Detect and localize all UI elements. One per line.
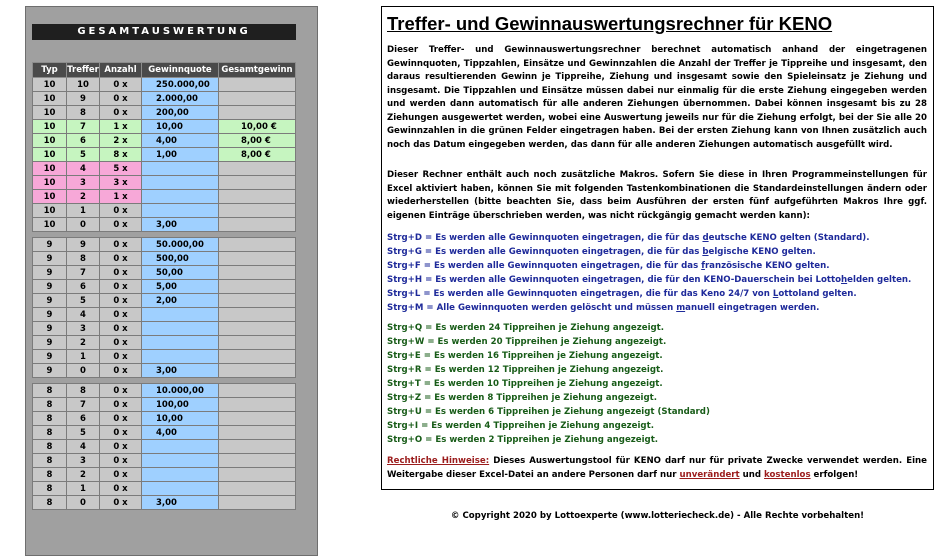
table-header-row — [33, 63, 296, 78]
shortcut-strg-r: Strg+R = Es werden 12 Tippreihen je Ziehung angezeigt. — [387, 365, 664, 375]
column-header-gesamtgewinn: Gesamtgewinn — [219, 63, 296, 78]
cell-treffer: 1 — [67, 204, 100, 218]
cell-typ: 10 — [33, 162, 67, 176]
cell-anzahl: 3 x — [100, 176, 142, 190]
table-row — [33, 412, 296, 426]
cell-treffer: 5 — [67, 148, 100, 162]
cell-treffer: 1 — [67, 350, 100, 364]
cell-gesamtgewinn — [219, 496, 296, 510]
cell-anzahl: 0 x — [100, 412, 142, 426]
macros-paragraph: Dieser Rechner enthält auch noch zusätzliche Makros. Sofern Sie diese in Ihren Programmeinstellungen für Excel aktiviert haben, können Sie mit folgenden Tastenkombinationen die Standardeinstellungen ändern oder wiederherstellen (bitte beachten Sie, dass beim Ausführen der ersten fünf aufgeführten Makros Ihre ggf. eigenen Einträge überschrieben werden, was nicht rückgängig gemacht werden kann): — [387, 170, 927, 221]
cell-treffer: 0 — [67, 218, 100, 232]
shortcut-strg-o: Strg+O = Es werden 2 Tippreihen je Ziehung angezeigt. — [387, 435, 659, 445]
cell-anzahl: 0 x — [100, 78, 142, 92]
shortcut-strg-z: Strg+Z = Es werden 8 Tippreihen je Ziehung angezeigt. — [387, 393, 657, 403]
shortcut-strg-h: Strg+H = Es werden alle Gewinnquoten eingetragen, die für den KENO-Dauerschein bei Lottohelden gelten. — [387, 275, 912, 285]
cell-gesamtgewinn: 10,00 € — [219, 120, 296, 134]
cell-anzahl: 1 x — [100, 120, 142, 134]
cell-anzahl: 0 x — [100, 364, 142, 378]
cell-treffer: 9 — [67, 92, 100, 106]
cell-typ: 9 — [33, 322, 67, 336]
cell-gesamtgewinn — [219, 440, 296, 454]
cell-typ: 10 — [33, 218, 67, 232]
cell-gesamtgewinn — [219, 280, 296, 294]
table-row — [33, 204, 296, 218]
table-row — [33, 190, 296, 204]
page-title: Treffer- und Gewinnauswertungsrechner für KENO — [387, 13, 833, 34]
results-table — [32, 62, 296, 510]
cell-anzahl: 0 x — [100, 218, 142, 232]
cell-anzahl: 0 x — [100, 454, 142, 468]
cell-anzahl: 0 x — [100, 266, 142, 280]
cell-typ: 10 — [33, 106, 67, 120]
shortcut-strg-d: Strg+D = Es werden alle Gewinnquoten eingetragen, die für das deutsche KENO gelten (Standard). — [387, 233, 870, 243]
cell-gewinnquote[interactable] — [142, 350, 219, 364]
cell-treffer: 3 — [67, 322, 100, 336]
table-row — [33, 294, 296, 308]
cell-typ: 8 — [33, 468, 67, 482]
table-row — [33, 92, 296, 106]
cell-anzahl: 0 x — [100, 384, 142, 398]
cell-treffer: 1 — [67, 482, 100, 496]
cell-anzahl: 0 x — [100, 294, 142, 308]
cell-gesamtgewinn — [219, 238, 296, 252]
shortcut-strg-w: Strg+W = Es werden 20 Tippreihen je Ziehung angezeigt. — [387, 337, 667, 347]
cell-anzahl: 0 x — [100, 308, 142, 322]
cell-gesamtgewinn — [219, 322, 296, 336]
shortcut-strg-e: Strg+E = Es werden 16 Tippreihen je Ziehung angezeigt. — [387, 351, 663, 361]
cell-typ: 8 — [33, 412, 67, 426]
cell-gewinnquote[interactable] — [142, 336, 219, 350]
cell-gewinnquote[interactable]: 4,00 — [142, 134, 219, 148]
cell-treffer: 2 — [67, 190, 100, 204]
table-row — [33, 336, 296, 350]
table-row — [33, 440, 296, 454]
cell-anzahl: 0 x — [100, 322, 142, 336]
table-row — [33, 134, 296, 148]
cell-typ: 8 — [33, 440, 67, 454]
cell-anzahl: 5 x — [100, 162, 142, 176]
table-row — [33, 384, 296, 398]
cell-anzahl: 0 x — [100, 440, 142, 454]
shortcut-strg-m: Strg+M = Alle Gewinnquoten werden gelöscht und müssen manuell eingetragen werden. — [387, 303, 820, 313]
cell-gesamtgewinn — [219, 176, 296, 190]
cell-anzahl: 0 x — [100, 204, 142, 218]
cell-typ: 9 — [33, 280, 67, 294]
cell-gesamtgewinn — [219, 162, 296, 176]
cell-gewinnquote[interactable]: 50.000,00 — [142, 238, 219, 252]
cell-typ: 8 — [33, 398, 67, 412]
cell-gewinnquote[interactable]: 2.000,00 — [142, 92, 219, 106]
cell-treffer: 8 — [67, 252, 100, 266]
table-row — [33, 162, 296, 176]
cell-anzahl: 0 x — [100, 496, 142, 510]
cell-gesamtgewinn — [219, 426, 296, 440]
cell-treffer: 3 — [67, 176, 100, 190]
cell-typ: 9 — [33, 308, 67, 322]
shortcut-strg-i: Strg+I = Es werden 4 Tippreihen je Ziehung angezeigt. — [387, 421, 654, 431]
cell-typ: 10 — [33, 120, 67, 134]
cell-gesamtgewinn: 8,00 € — [219, 148, 296, 162]
cell-anzahl: 0 x — [100, 350, 142, 364]
cell-gesamtgewinn — [219, 294, 296, 308]
cell-anzahl: 0 x — [100, 252, 142, 266]
shortcut-strg-l: Strg+L = Es werden alle Gewinnquoten eingetragen, die für das Keno 24/7 von Lottoland gelten. — [387, 289, 857, 299]
table-row — [33, 218, 296, 232]
table-row — [33, 350, 296, 364]
column-header-typ: Typ — [33, 63, 67, 78]
cell-gesamtgewinn — [219, 364, 296, 378]
cell-anzahl: 8 x — [100, 148, 142, 162]
shortcut-strg-g: Strg+G = Es werden alle Gewinnquoten eingetragen, die für das belgische KENO gelten. — [387, 247, 816, 257]
description-paragraph: Dieser Treffer- und Gewinnauswertungsrechner berechnet automatisch anhand der eingetragenen Gewinnquoten, Tippzahlen, Einsätze und Gewinnzahlen die Anzahl der Treffer je Tippreihe und insgesamt, den daraus resultierenden Gewinn je Tippreihe, Ziehung und insgesamt sowie den Spieleinsatz je Ziehung und insgesamt. Die Tippzahlen und Einsätze müssen dabei nur einmalig für die erste Ziehung eingegeben werden und werden dann automatisch für alle anderen Ziehungen übernommen. Dabei können insgesamt bis zu 28 Ziehungen ausgewertet werden, wobei eine Auswertung jeweils nur für die Ziehung erfolgt, bei der Sie alle 20 Gewinnzahlen in die grünen Felder eingetragen haben. Bei der ersten Ziehung kann von Ihnen zusätzlich auch noch das Datum eingegeben werden, das dann für alle anderen Ziehungen automatisch ausgefüllt wird. — [387, 45, 927, 150]
table-row — [33, 308, 296, 322]
shortcut-strg-f: Strg+F = Es werden alle Gewinnquoten eingetragen, die für das französische KENO gelten. — [387, 261, 830, 271]
cell-gewinnquote[interactable]: 500,00 — [142, 252, 219, 266]
cell-typ: 10 — [33, 134, 67, 148]
cell-typ: 9 — [33, 266, 67, 280]
cell-typ: 9 — [33, 294, 67, 308]
shortcut-strg-u: Strg+U = Es werden 6 Tippreihen je Ziehung angezeigt (Standard) — [387, 407, 710, 417]
legal-label: Rechtliche Hinweise: — [387, 456, 490, 466]
cell-typ: 8 — [33, 496, 67, 510]
cell-typ: 9 — [33, 364, 67, 378]
cell-treffer: 6 — [67, 134, 100, 148]
cell-gewinnquote[interactable]: 5,00 — [142, 280, 219, 294]
cell-typ: 8 — [33, 454, 67, 468]
table-body — [33, 78, 296, 510]
cell-gesamtgewinn — [219, 308, 296, 322]
cell-treffer: 3 — [67, 454, 100, 468]
copyright-notice: © Copyright 2020 by Lottoexperte (www.lotteriecheck.de) - Alle Rechte vorbehalten! — [450, 511, 865, 521]
cell-gewinnquote[interactable] — [142, 308, 219, 322]
cell-anzahl: 1 x — [100, 190, 142, 204]
table-row — [33, 176, 296, 190]
cell-treffer: 0 — [67, 496, 100, 510]
cell-treffer: 6 — [67, 412, 100, 426]
cell-gesamtgewinn — [219, 412, 296, 426]
column-header-gewinnquote: Gewinnquote — [142, 63, 219, 78]
cell-typ: 10 — [33, 190, 67, 204]
cell-anzahl: 0 x — [100, 238, 142, 252]
table-row — [33, 398, 296, 412]
table-row — [33, 252, 296, 266]
table-row — [33, 120, 296, 134]
cell-gewinnquote[interactable] — [142, 440, 219, 454]
table-row — [33, 238, 296, 252]
cell-typ: 10 — [33, 148, 67, 162]
cell-treffer: 7 — [67, 398, 100, 412]
cell-treffer: 2 — [67, 336, 100, 350]
cell-treffer: 4 — [67, 308, 100, 322]
cell-anzahl: 0 x — [100, 426, 142, 440]
cell-gewinnquote[interactable]: 10,00 — [142, 412, 219, 426]
cell-treffer: 10 — [67, 78, 100, 92]
cell-anzahl: 0 x — [100, 106, 142, 120]
cell-typ: 8 — [33, 482, 67, 496]
cell-gewinnquote[interactable] — [142, 204, 219, 218]
cell-anzahl: 0 x — [100, 482, 142, 496]
column-header-anzahl: Anzahl — [100, 63, 142, 78]
cell-anzahl: 0 x — [100, 468, 142, 482]
shortcut-strg-q: Strg+Q = Es werden 24 Tippreihen je Ziehung angezeigt. — [387, 323, 665, 333]
table-row — [33, 148, 296, 162]
cell-anzahl: 2 x — [100, 134, 142, 148]
cell-gewinnquote[interactable]: 2,00 — [142, 294, 219, 308]
table-row — [33, 496, 296, 510]
cell-gesamtgewinn — [219, 92, 296, 106]
cell-treffer: 9 — [67, 238, 100, 252]
cell-gesamtgewinn — [219, 336, 296, 350]
table-row — [33, 468, 296, 482]
cell-typ: 10 — [33, 92, 67, 106]
cell-typ: 9 — [33, 238, 67, 252]
cell-treffer: 4 — [67, 440, 100, 454]
cell-gewinnquote[interactable]: 3,00 — [142, 496, 219, 510]
table-row — [33, 266, 296, 280]
cell-treffer: 7 — [67, 120, 100, 134]
cell-gewinnquote[interactable]: 4,00 — [142, 426, 219, 440]
cell-typ: 10 — [33, 176, 67, 190]
cell-gewinnquote[interactable]: 50,00 — [142, 266, 219, 280]
cell-gesamtgewinn — [219, 78, 296, 92]
cell-gewinnquote[interactable]: 200,00 — [142, 106, 219, 120]
cell-gesamtgewinn — [219, 468, 296, 482]
cell-treffer: 5 — [67, 426, 100, 440]
table-row — [33, 482, 296, 496]
shortcut-strg-t: Strg+T = Es werden 10 Tippreihen je Ziehung angezeigt. — [387, 379, 663, 389]
table-row — [33, 106, 296, 120]
table-row — [33, 454, 296, 468]
legal-notice: Rechtliche Hinweise: Dieses Auswertungstool für KENO darf nur für private Zwecke verwendet werden. Eine Weitergabe dieser Excel-Datei an andere Personen darf nur unverändert und kostenlos erfolgen! — [387, 456, 927, 480]
cell-gewinnquote[interactable] — [142, 190, 219, 204]
column-header-treffer: Treffer — [67, 63, 100, 78]
cell-gesamtgewinn — [219, 454, 296, 468]
table-row — [33, 78, 296, 92]
cell-gewinnquote[interactable]: 10,00 — [142, 120, 219, 134]
cell-treffer: 2 — [67, 468, 100, 482]
cell-treffer: 8 — [67, 384, 100, 398]
cell-gewinnquote[interactable] — [142, 176, 219, 190]
cell-gesamtgewinn: 8,00 € — [219, 134, 296, 148]
cell-gewinnquote[interactable]: 1,00 — [142, 148, 219, 162]
cell-gesamtgewinn — [219, 190, 296, 204]
cell-typ: 9 — [33, 336, 67, 350]
cell-gesamtgewinn — [219, 384, 296, 398]
cell-gesamtgewinn — [219, 252, 296, 266]
cell-gewinnquote[interactable] — [142, 162, 219, 176]
cell-anzahl: 0 x — [100, 336, 142, 350]
cell-gewinnquote[interactable]: 3,00 — [142, 364, 219, 378]
cell-gesamtgewinn — [219, 106, 296, 120]
cell-gewinnquote[interactable] — [142, 482, 219, 496]
cell-gewinnquote[interactable] — [142, 322, 219, 336]
cell-gewinnquote[interactable]: 10.000,00 — [142, 384, 219, 398]
cell-typ: 10 — [33, 204, 67, 218]
cell-treffer: 5 — [67, 294, 100, 308]
cell-gewinnquote[interactable]: 3,00 — [142, 218, 219, 232]
cell-treffer: 6 — [67, 280, 100, 294]
cell-gesamtgewinn — [219, 204, 296, 218]
cell-typ: 8 — [33, 384, 67, 398]
table-row — [33, 280, 296, 294]
cell-gewinnquote[interactable]: 250.000,00 — [142, 78, 219, 92]
cell-gesamtgewinn — [219, 398, 296, 412]
cell-anzahl: 0 x — [100, 398, 142, 412]
cell-gesamtgewinn — [219, 482, 296, 496]
evaluation-panel — [25, 6, 318, 556]
cell-gewinnquote[interactable] — [142, 468, 219, 482]
cell-gesamtgewinn — [219, 350, 296, 364]
cell-typ: 9 — [33, 252, 67, 266]
cell-typ: 8 — [33, 426, 67, 440]
panel-title: GESAMTAUSWERTUNG — [32, 24, 296, 40]
cell-anzahl: 0 x — [100, 92, 142, 106]
table-row — [33, 322, 296, 336]
cell-gewinnquote[interactable]: 100,00 — [142, 398, 219, 412]
cell-gesamtgewinn — [219, 266, 296, 280]
table-row — [33, 426, 296, 440]
cell-gesamtgewinn — [219, 218, 296, 232]
cell-typ: 9 — [33, 350, 67, 364]
cell-treffer: 7 — [67, 266, 100, 280]
cell-gewinnquote[interactable] — [142, 454, 219, 468]
cell-treffer: 4 — [67, 162, 100, 176]
info-box — [381, 6, 934, 490]
cell-treffer: 8 — [67, 106, 100, 120]
cell-typ: 10 — [33, 78, 67, 92]
table-row — [33, 364, 296, 378]
cell-treffer: 0 — [67, 364, 100, 378]
cell-anzahl: 0 x — [100, 280, 142, 294]
